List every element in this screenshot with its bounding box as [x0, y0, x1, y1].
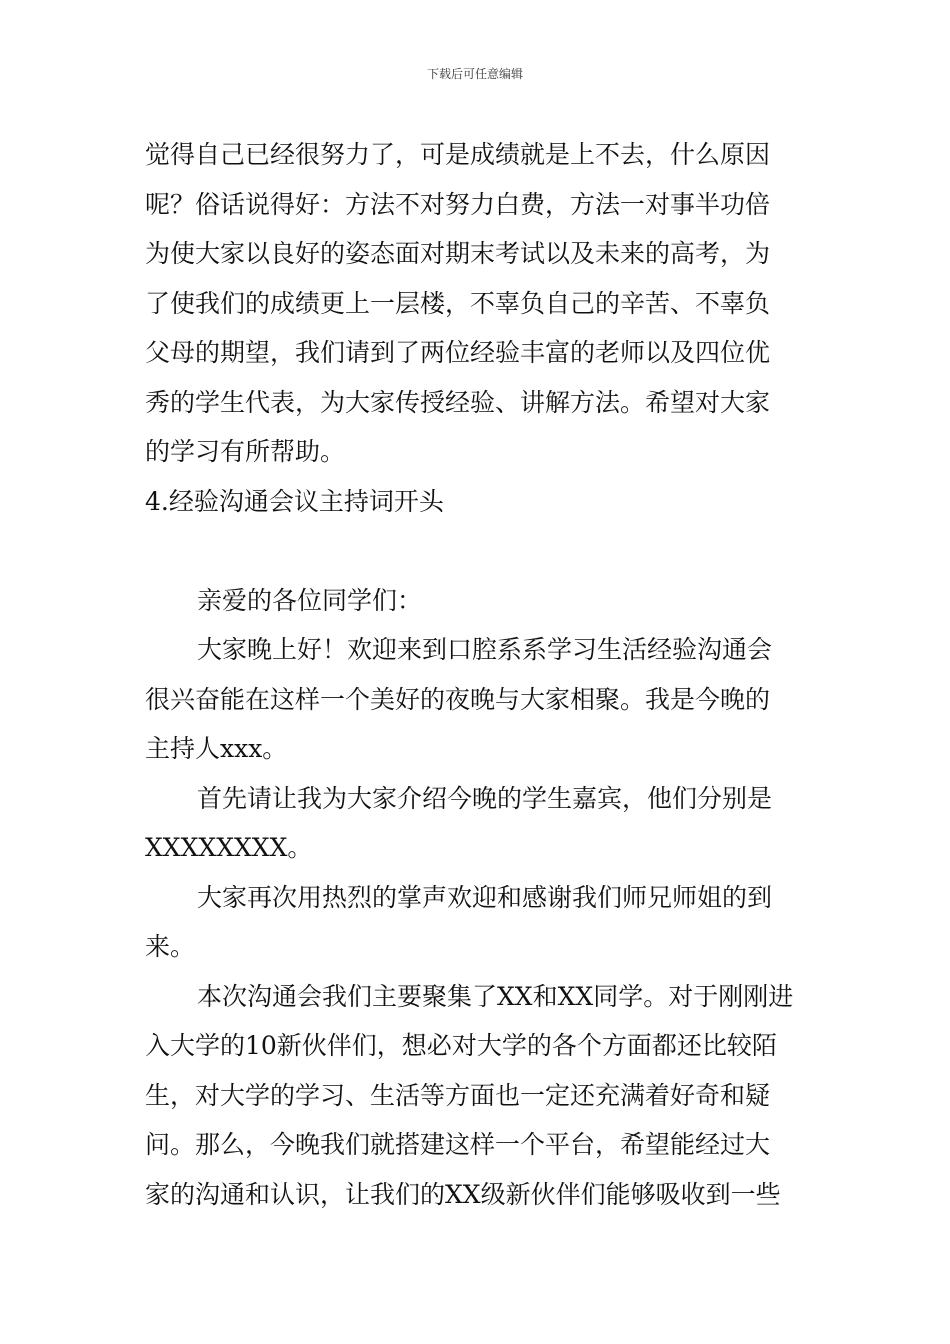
text-line: 本次沟通会我们主要聚集了XX和XX同学。对于刚刚进	[197, 981, 794, 1011]
text-line: 主持人xxx。	[145, 734, 288, 763]
text-line: 家的沟通和认识，让我们的XX级新伙伴们能够吸收到一些	[145, 1179, 781, 1209]
page-header: 下载后可任意编辑	[426, 67, 523, 81]
text-line: 为使大家以良好的姿态面对期末考试以及未来的高考，为	[145, 239, 771, 268]
document-body	[145, 130, 815, 1219]
text-line: 了使我们的成绩更上一层楼，不辜负自己的辛苦、不辜负	[145, 288, 771, 318]
text-line: 大家晚上好！欢迎来到口腔系系学习生活经验沟通会	[197, 635, 773, 664]
text-line: 入大学的10新伙伴们，想必对大学的各个方面都还比较陌	[145, 1031, 777, 1060]
text-line: 大家再次用热烈的掌声欢迎和感谢我们师兄师姐的到	[197, 882, 773, 912]
text-line: 呢？俗话说得好：方法不对努力白费，方法一对事半功倍	[145, 189, 771, 219]
salutation: 亲爱的各位同学们：	[197, 585, 423, 615]
text-line: 秀的学生代表，为大家传授经验、讲解方法。希望对大家	[145, 387, 771, 417]
text-line: 首先请让我为大家介绍今晚的学生嘉宾，他们分别是	[197, 783, 773, 813]
text-line: 问。那么，今晚我们就搭建这样一个平台，希望能经过大	[145, 1130, 771, 1159]
text-line: 的学习有所帮助。	[145, 437, 346, 466]
text-line: 父母的期望，我们请到了两位经验丰富的老师以及四位优	[145, 338, 771, 367]
text-line: XXXXXXXX。	[145, 833, 313, 862]
text-line: 来。	[145, 932, 196, 961]
text-line: 生，对大学的学习、生活等方面也一定还充满着好奇和疑	[145, 1080, 771, 1110]
blank-line	[145, 526, 815, 576]
text-line: 很兴奋能在这样一个美好的夜晚与大家相聚。我是今晚的	[145, 684, 771, 714]
section-heading: 4.经验沟通会议主持词开头	[145, 486, 444, 516]
text-line: 觉得自己已经很努力了，可是成绩就是上不去，什么原因	[145, 140, 771, 169]
